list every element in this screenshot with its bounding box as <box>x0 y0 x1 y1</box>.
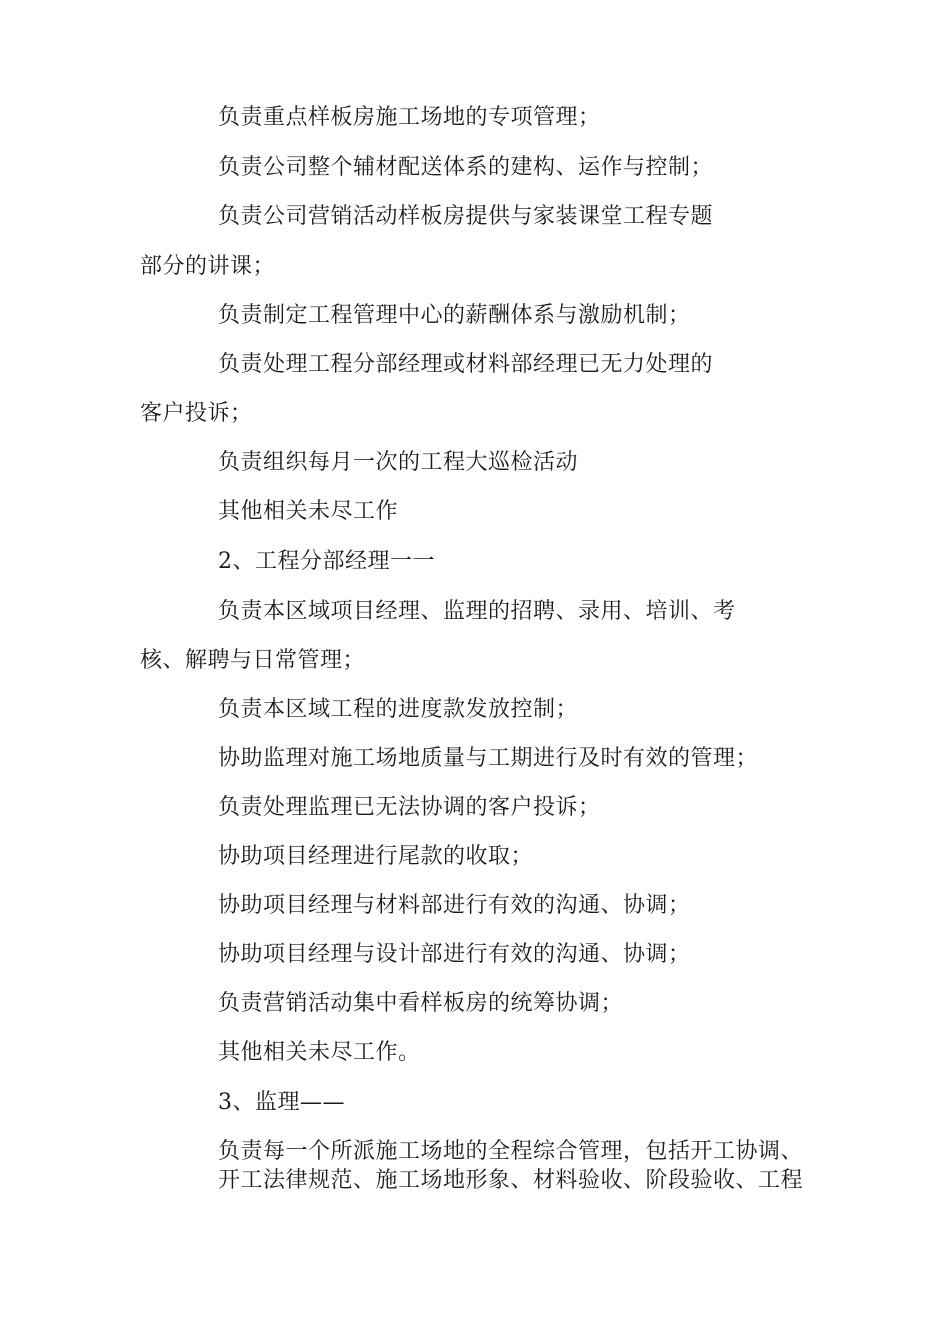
text-line: 其他相关未尽工作 <box>218 499 399 524</box>
text-line: 其他相关未尽工作。 <box>218 1040 421 1065</box>
text-line: 部分的讲课； <box>140 254 276 279</box>
text-line: 核、解聘与日常管理； <box>140 648 366 673</box>
section-heading: 2、工程分部经理一一 <box>218 549 435 574</box>
text-line: 负责本区域项目经理、监理的招聘、录用、培训、考 <box>218 599 736 624</box>
text-line: 负责营销活动集中看样板房的统筹协调； <box>218 991 624 1016</box>
text-line: 负责制定工程管理中心的薪酬体系与激励机制； <box>218 303 691 328</box>
text-line: 负责公司整个辅材配送体系的建构、运作与控制； <box>218 155 714 180</box>
text-line: 协助监理对施工场地质量与工期进行及时有效的管理； <box>218 746 759 771</box>
text-line: 负责重点样板房施工场地的专项管理； <box>218 105 601 130</box>
text-line: 负责处理工程分部经理或材料部经理已无力处理的 <box>218 352 714 377</box>
text-line: 协助项目经理与设计部进行有效的沟通、协调； <box>218 942 691 967</box>
text-line: 开工法律规范、施工场地形象、材料验收、阶段验收、工程 <box>218 1168 804 1193</box>
section-heading: 3、监理—— <box>218 1090 345 1115</box>
text-line: 负责公司营销活动样板房提供与家装课堂工程专题 <box>218 204 714 229</box>
text-line: 负责处理监理已无法协调的客户投诉； <box>218 795 601 820</box>
text-line: 客户投诉； <box>140 401 253 426</box>
text-line: 协助项目经理与材料部进行有效的沟通、协调； <box>218 893 691 918</box>
text-line: 负责每一个所派施工场地的全程综合管理，包括开工协调、 <box>218 1139 804 1164</box>
text-line: 负责组织每月一次的工程大巡检活动 <box>218 450 579 475</box>
text-line: 负责本区域工程的进度款发放控制； <box>218 697 579 722</box>
text-line: 协助项目经理进行尾款的收取； <box>218 844 534 869</box>
